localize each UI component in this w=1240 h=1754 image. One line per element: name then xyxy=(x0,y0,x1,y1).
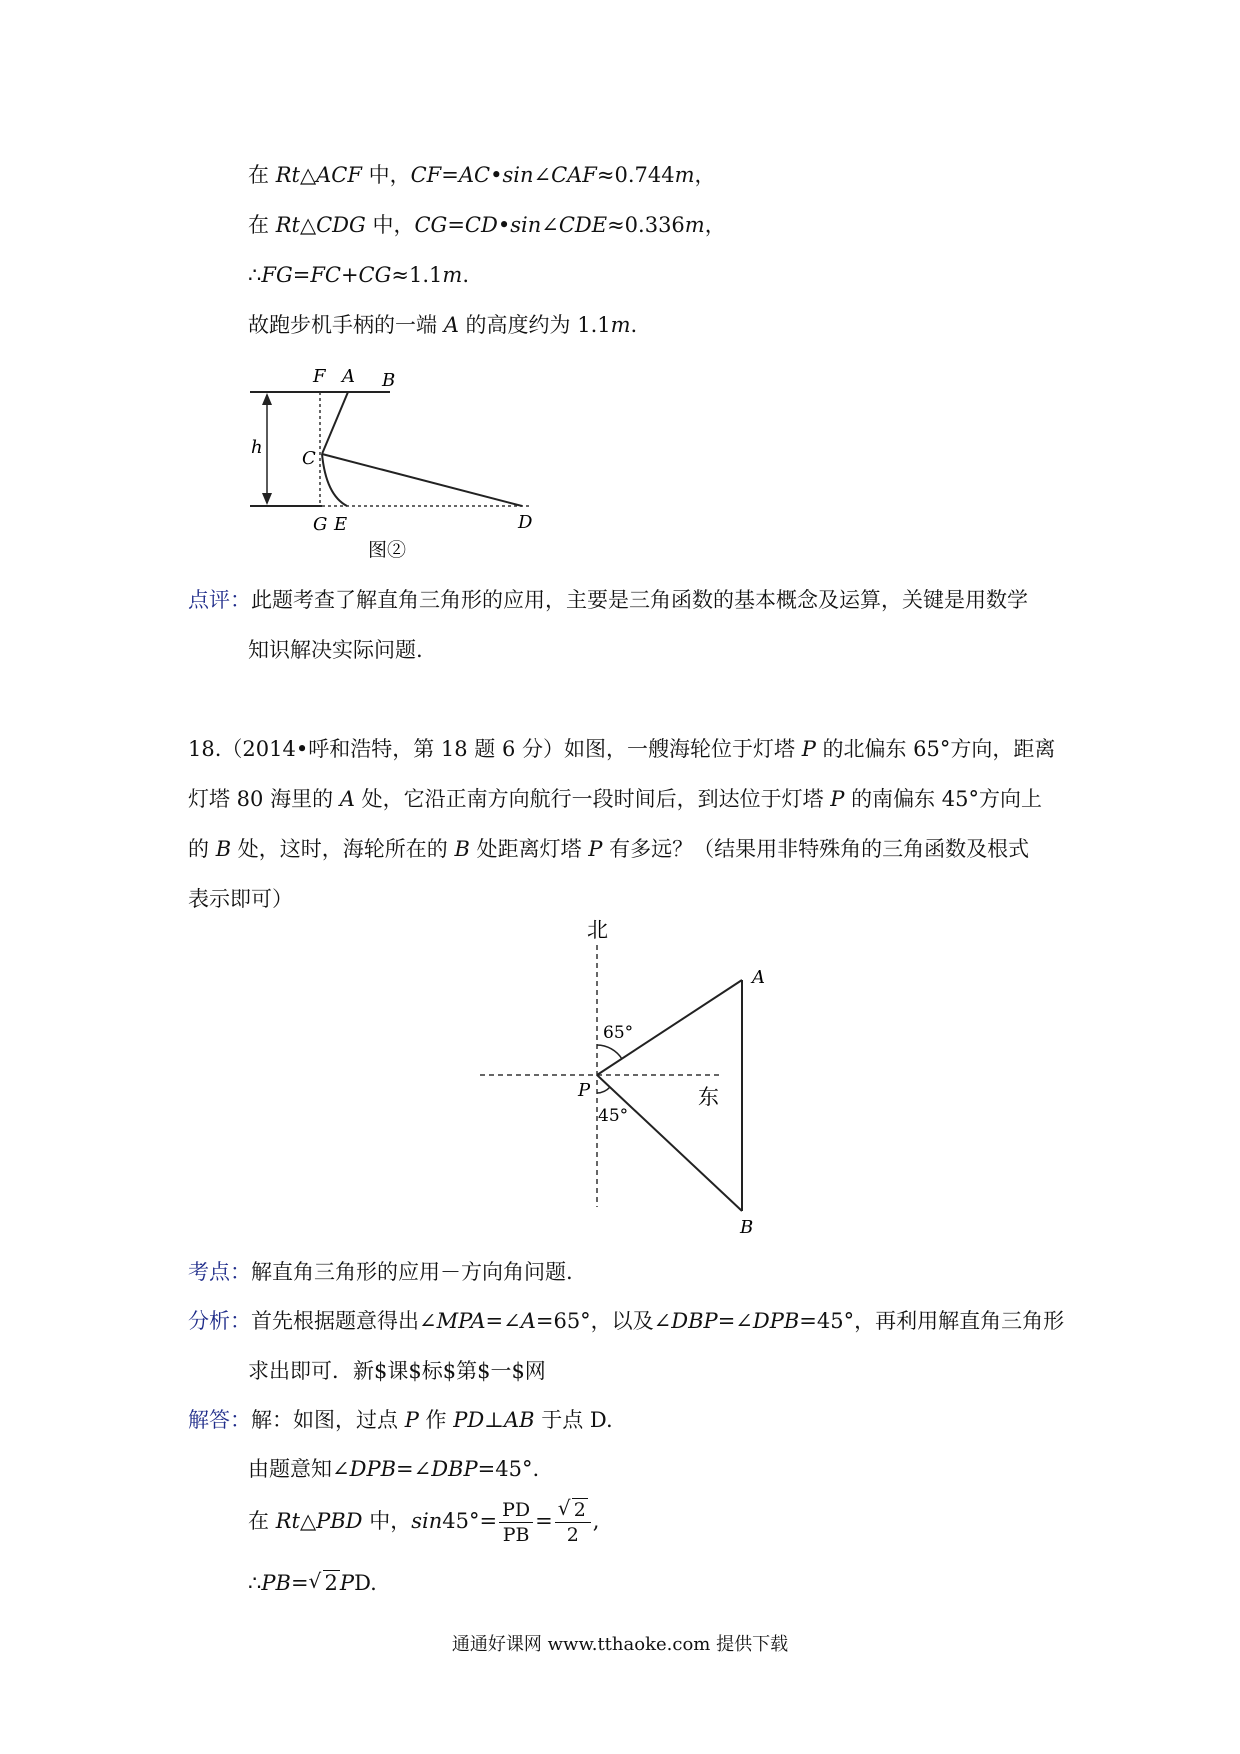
text-segment: CG=CD•sin∠CDE xyxy=(414,213,608,237)
solution-line-3 xyxy=(248,260,469,290)
text-segment: P xyxy=(830,787,845,811)
text-segment: = xyxy=(290,1571,309,1595)
text-segment: CF=AC•sin∠CAF xyxy=(410,163,597,187)
text-segment: 解：如图，过点 xyxy=(251,1408,405,1432)
problem-18-line-2 xyxy=(188,784,1042,814)
text-segment: CDG xyxy=(316,213,366,237)
text-segment: =∠ xyxy=(717,1309,753,1333)
text-segment: A xyxy=(520,1309,536,1333)
text-segment: Rt xyxy=(275,1509,300,1533)
label-a: A xyxy=(752,967,765,988)
fenxi-line-2 xyxy=(248,1356,546,1386)
text-segment: B xyxy=(215,837,232,861)
text-segment: =∠ xyxy=(396,1457,432,1481)
kaodian-line xyxy=(188,1257,573,1287)
segment-pb xyxy=(597,1075,742,1211)
page-footer: 通通好课网 www.tthaoke.com 提供下载 xyxy=(451,1634,789,1655)
jieda-label: 解答： xyxy=(188,1408,251,1432)
north-label: 北 xyxy=(587,918,608,942)
text-segment: ， xyxy=(704,213,726,237)
radicand: 2 xyxy=(573,1499,586,1521)
label-b: B xyxy=(382,370,396,391)
kaodian-label: 考点： xyxy=(188,1260,251,1284)
text-segment: P xyxy=(801,737,816,761)
text-segment: 在 xyxy=(248,213,276,237)
fraction-numerator: PD xyxy=(499,1498,533,1523)
fraction-pd-pb xyxy=(499,1498,533,1547)
label-g: G xyxy=(313,514,328,535)
fraction-sqrt2-2 xyxy=(555,1498,591,1547)
text-segment: . xyxy=(462,263,470,287)
angle-65-label: 65° xyxy=(603,1023,634,1043)
text-segment: DBP xyxy=(431,1457,478,1481)
fenxi-line-1 xyxy=(188,1306,1064,1336)
fraction-numerator xyxy=(555,1498,591,1523)
radical-sign: √ xyxy=(557,1496,571,1520)
arrow-head-down xyxy=(262,493,272,505)
jieda-line-1 xyxy=(188,1405,613,1435)
text-segment: ， xyxy=(694,163,716,187)
jieda-line-2 xyxy=(248,1454,539,1484)
text-segment: m xyxy=(674,163,695,187)
text-segment: D. xyxy=(354,1571,377,1595)
radical-sign: √ xyxy=(308,1569,322,1593)
text-segment: DPB xyxy=(752,1309,800,1333)
text-segment: ≈1.1 xyxy=(391,263,443,287)
kaodian-text: 解直角三角形的应用－方向角问题. xyxy=(251,1260,573,1284)
text-segment: ≈0.336 xyxy=(607,213,685,237)
text-segment: 的 xyxy=(188,837,216,861)
text-segment: =45°，再利用解直角三角形 xyxy=(799,1309,1065,1333)
comment-line-1 xyxy=(188,585,1028,615)
text-segment: DPB xyxy=(349,1457,397,1481)
text-segment: 在 xyxy=(248,1509,276,1533)
text-segment: m xyxy=(684,213,705,237)
text-segment: DBP xyxy=(671,1309,718,1333)
angle-arc-65 xyxy=(597,1045,622,1059)
text-segment: 求出即可．新$课$标$第$一$网 xyxy=(248,1359,546,1383)
solution-conclusion xyxy=(248,310,637,340)
radicand: 2 xyxy=(324,1571,338,1595)
text-segment: =65°，以及∠ xyxy=(535,1309,672,1333)
text-segment: 18.（2014•呼和浩特，第 18 题 6 分）如图，一艘海轮位于灯塔 xyxy=(188,737,802,761)
text-segment: △ xyxy=(299,163,317,187)
jieda-line-4 xyxy=(248,1568,377,1598)
solution-line-1 xyxy=(248,160,716,190)
text-segment: ACF xyxy=(316,163,362,187)
text-segment: Rt xyxy=(275,213,300,237)
text-segment: ≈0.744 xyxy=(596,163,675,187)
text-segment: 作 xyxy=(418,1408,454,1432)
text-segment: 的南偏东 45°方向上 xyxy=(844,787,1042,811)
sqrt-expression xyxy=(309,1568,340,1598)
text-segment: 表示即可） xyxy=(188,887,293,911)
text-segment: =∠ xyxy=(485,1309,521,1333)
label-h: h xyxy=(251,437,263,458)
text-segment: 45°= xyxy=(442,1509,498,1533)
text-segment: 中， xyxy=(361,163,411,187)
text-segment: PD xyxy=(453,1408,485,1432)
sqrt-expression xyxy=(558,1498,588,1522)
text-segment: Rt xyxy=(275,163,300,187)
text-segment: 中， xyxy=(365,213,415,237)
problem-18-line-3 xyxy=(188,834,1029,864)
segment-ac xyxy=(322,392,348,454)
text-segment: m xyxy=(610,313,631,337)
text-segment: MPA xyxy=(436,1309,486,1333)
label-c: C xyxy=(302,448,316,469)
text-segment: 灯塔 80 海里的 xyxy=(188,787,340,811)
text-segment: , xyxy=(592,1509,600,1533)
label-d: D xyxy=(518,512,533,533)
label-b: B xyxy=(740,1217,754,1238)
fraction-denominator: PB xyxy=(502,1524,530,1546)
label-a: A xyxy=(342,366,355,387)
text-segment: ∴ xyxy=(248,1571,262,1595)
figure-18-bearing-diagram xyxy=(470,915,800,1245)
text-segment: 中， xyxy=(362,1509,412,1533)
text-segment: 有多远？（结果用非特殊角的三角函数及根式 xyxy=(602,837,1030,861)
text-segment: P xyxy=(588,837,603,861)
text-segment: A xyxy=(443,313,459,337)
comment-label: 点评： xyxy=(188,588,251,612)
text-segment: 故跑步机手柄的一端 xyxy=(248,313,444,337)
solution-line-2 xyxy=(248,210,726,240)
text-segment: ⊥ xyxy=(484,1408,504,1432)
jieda-line-3 xyxy=(248,1494,599,1548)
text-segment: B xyxy=(454,837,470,861)
figure-caption: 图② xyxy=(368,539,407,561)
text-segment: △ xyxy=(299,1509,317,1533)
problem-18-line-1 xyxy=(188,734,1055,764)
text-segment: 处距离灯塔 xyxy=(469,837,589,861)
label-e: E xyxy=(334,514,348,535)
text-segment: PBD xyxy=(316,1509,363,1533)
comment-text: 此题考查了解直角三角形的应用，主要是三角函数的基本概念及运算，关键是用数学 xyxy=(251,588,1028,612)
text-segment: AB xyxy=(503,1408,535,1432)
fenxi-label: 分析： xyxy=(188,1309,251,1333)
text-segment: 由题意知∠ xyxy=(248,1457,350,1481)
label-p: P xyxy=(578,1080,591,1101)
text-segment: PB xyxy=(261,1571,291,1595)
text-segment: P xyxy=(404,1408,419,1432)
text-segment: 的高度约为 1.1 xyxy=(458,313,611,337)
text-segment: A xyxy=(339,787,355,811)
problem-18-line-4 xyxy=(188,884,293,914)
angle-45-label: 45° xyxy=(598,1106,629,1126)
figure-2-treadmill-diagram xyxy=(240,360,560,570)
text-segment: 于点 D. xyxy=(534,1408,613,1432)
text-segment: P xyxy=(339,1571,355,1595)
label-f: F xyxy=(313,366,326,387)
text-segment: 首先根据题意得出∠ xyxy=(251,1309,437,1333)
east-label: 东 xyxy=(698,1085,719,1109)
arrow-head-up xyxy=(262,393,272,405)
text-segment: 的北偏东 65°方向，距离 xyxy=(815,737,1056,761)
text-segment: 在 xyxy=(248,163,276,187)
text-segment: = xyxy=(535,1509,553,1533)
segment-cd xyxy=(322,454,522,506)
text-segment: sin xyxy=(411,1509,443,1533)
text-segment: △ xyxy=(299,213,317,237)
text-segment: 处，这时，海轮所在的 xyxy=(231,837,455,861)
text-segment: m xyxy=(442,263,463,287)
text-segment: . xyxy=(630,313,638,337)
text-segment: =45°. xyxy=(477,1457,540,1481)
angle-arc-45 xyxy=(597,1087,610,1093)
comment-text: 知识解决实际问题. xyxy=(248,638,423,662)
fraction-denominator: 2 xyxy=(566,1524,579,1546)
text-segment: ∴ xyxy=(248,263,262,287)
text-segment: 处，它沿正南方向航行一段时间后，到达位于灯塔 xyxy=(354,787,831,811)
comment-line-2 xyxy=(248,635,423,665)
curve-ce xyxy=(322,454,347,506)
text-segment: FG=FC+CG xyxy=(261,263,392,287)
